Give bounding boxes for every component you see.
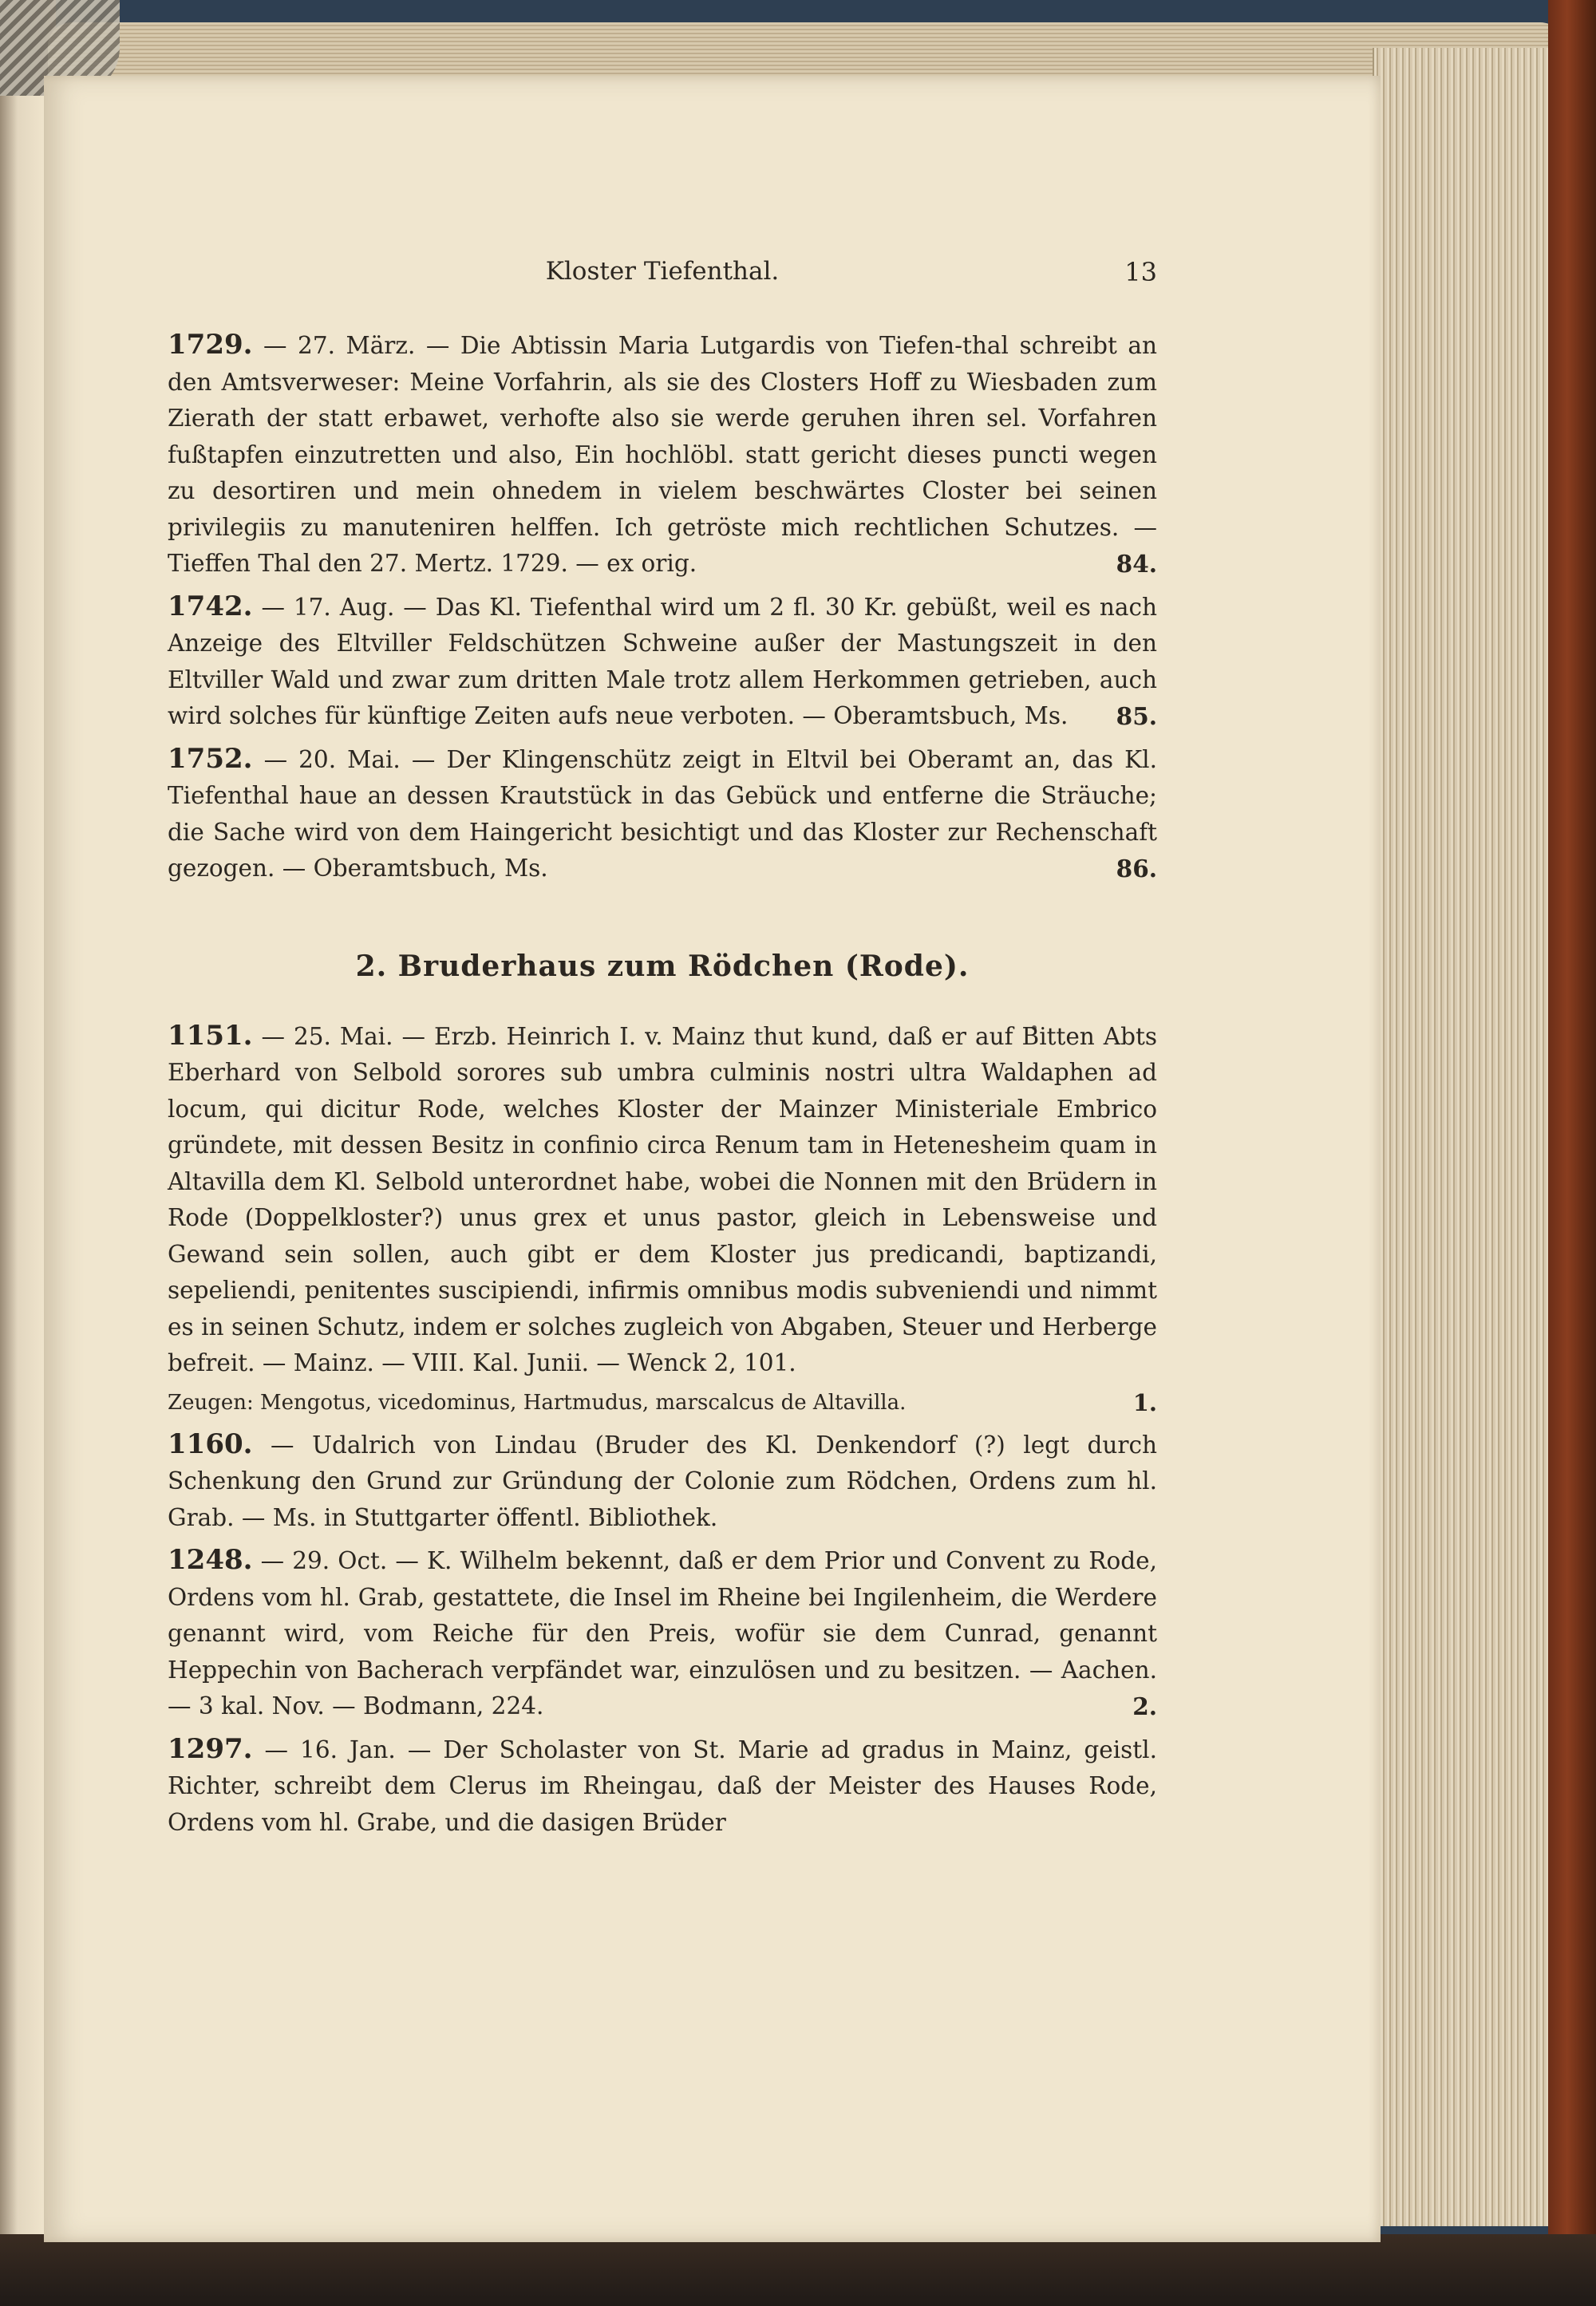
entry-ref: 2. [1132, 1692, 1157, 1720]
note-text: Zeugen: Mengotus, vicedominus, Hartmudus, marscalcus de Altavilla. [168, 1390, 907, 1415]
entry-text: — 29. Oct. — K. Wilhelm bekennt, daß er dem Prior und Convent zu Rode, Ordens vom hl. Grab, gestattete, die Insel im Rheine bei Ingilenheim, die Werdere genannt wird, vom Reiche für den Preis, wofür sie dem Cunrad, genannt Heppechin von Bacherach verpfändet war, einzulösen und zu besitzen. — Aachen. — 3 kal. Nov. — Bodmann, 224. [168, 1547, 1157, 1720]
entry-1248 [168, 1542, 1157, 1725]
entry-text: — 20. Mai. — Der Klingenschütz zeigt in Eltvil bei Oberamt an, das Kl. Tiefenthal haue an dessen Krautstück in das Gebück und entferne die Sträuche; die Sache wird von dem Haingericht besichtigt und das Kloster zur Rechenschaft gezogen. — Oberamtsbuch, Ms. [168, 745, 1157, 882]
entry-ref: 85. [1116, 702, 1157, 730]
page-body [168, 327, 1157, 1841]
book-cover-edge [1548, 0, 1596, 2306]
facing-page-edge [0, 96, 44, 2266]
entry-year: 1742. [168, 590, 253, 622]
running-head [168, 257, 1157, 292]
entry-ref: 84. [1116, 550, 1157, 578]
entry-year: 1752. [168, 742, 253, 775]
entry-text: — 17. Aug. — Das Kl. Tiefenthal wird um 2 fl. 30 Kr. gebüßt, weil es nach Anzeige des Eltviller Feldschützen Schweine außer der Mastungszeit in den Eltviller Wald und zwar zum dritten Male trotz allem Herkommen getrieben, auch wird solches für künftige Zeiten aufs neue verboten. — Oberamtsbuch, Ms. [168, 593, 1157, 729]
page-number: 13 [1124, 257, 1157, 287]
entry-year: 1151. [168, 1019, 253, 1052]
entry-ref: 86. [1116, 855, 1157, 883]
entry-1752 [168, 741, 1157, 887]
entry-text: — 16. Jan. — Der Scholaster von St. Marie ad gradus in Mainz, geistl. Richter, schreibt dem Clerus im Rheingau, daß der Meister des Hauses Rode, Ordens vom hl. Grabe, und die dasigen Brüder [168, 1735, 1157, 1836]
entry-1151 [168, 1018, 1157, 1382]
entry-ref: 1. [1132, 1388, 1157, 1416]
entry-year: 1160. [168, 1427, 253, 1460]
section-title: 2. Bruderhaus zum Rödchen (Rode). [355, 949, 970, 983]
running-title: Kloster Tiefenthal. [545, 257, 780, 286]
entry-1729 [168, 327, 1157, 582]
entry-text: — 25. Mai. — Erzb. Heinrich I. v. Mainz thut kund, daß er auf Bitten Abts Eberhard von Selbold sorores sub umbra culminis nostri ultra Waldaphen ad locum, qui dicitur Rode, welches Kloster der Mainzer Ministeriale Embrico gründete, mit dessen Besitz in confinio circa Renum tam in Hetenesheim quam in Altavilla dem Kl. Selbold unterordnet habe, wobei die Nonnen mit den Brüdern in Rode (Doppelkloster?) unus grex et unus pastor, gleich in Lebensweise und Gewand sein sollen, auch gibt er dem Kloster jus predicandi, baptizandi, sepeliendi, penitentes suscipiendi, infirmis omnibus modis subveniendi und nimmt es in seinen Schutz, indem er solches zugleich von Abgaben, Steuer und Herberge befreit. — Mainz. — VIII. Kal. Junii. — Wenck 2, 101. [168, 1022, 1157, 1376]
witness-note [168, 1387, 1157, 1419]
entry-year: 1297. [168, 1732, 253, 1765]
entry-1160 [168, 1427, 1157, 1537]
entry-year: 1248. [168, 1544, 253, 1576]
entry-text: — Udalrich von Lindau (Bruder des Kl. Denkendorf (?) legt durch Schenkung den Grund zur Gründung der Colonie zum Rödchen, Ordens zum hl. Grab. — Ms. in Stuttgarter öffentl. Bibliothek. [168, 1431, 1157, 1531]
entry-text: — 27. März. — Die Abtissin Maria Lutgardis von Tiefen-thal schreibt an den Amtsverweser: Meine Vorfahrin, als sie des Closters Hoff zu Wiesbaden zum Zierath der statt erbawet, verhofte also sie werde geruhen ihren sel. Vorfahren fußtapfen einzutretten und also, Ein hochlöbl. statt gericht dieses puncti wegen zu desortiren und mein ohnedem in vielem beschwärtes Closter bei seinen privilegiis zu manuteniren helffen. Ich getröste mich rechtlichen Schutzes. — Tieffen Thal den 27. Mertz. 1729. — ex orig. [168, 332, 1157, 577]
entry-year: 1729. [168, 329, 253, 361]
entry-1297 [168, 1731, 1157, 1842]
page-stack-edge [1373, 48, 1566, 2226]
entry-1742 [168, 589, 1157, 735]
book-cover-bottom [0, 2234, 1596, 2306]
